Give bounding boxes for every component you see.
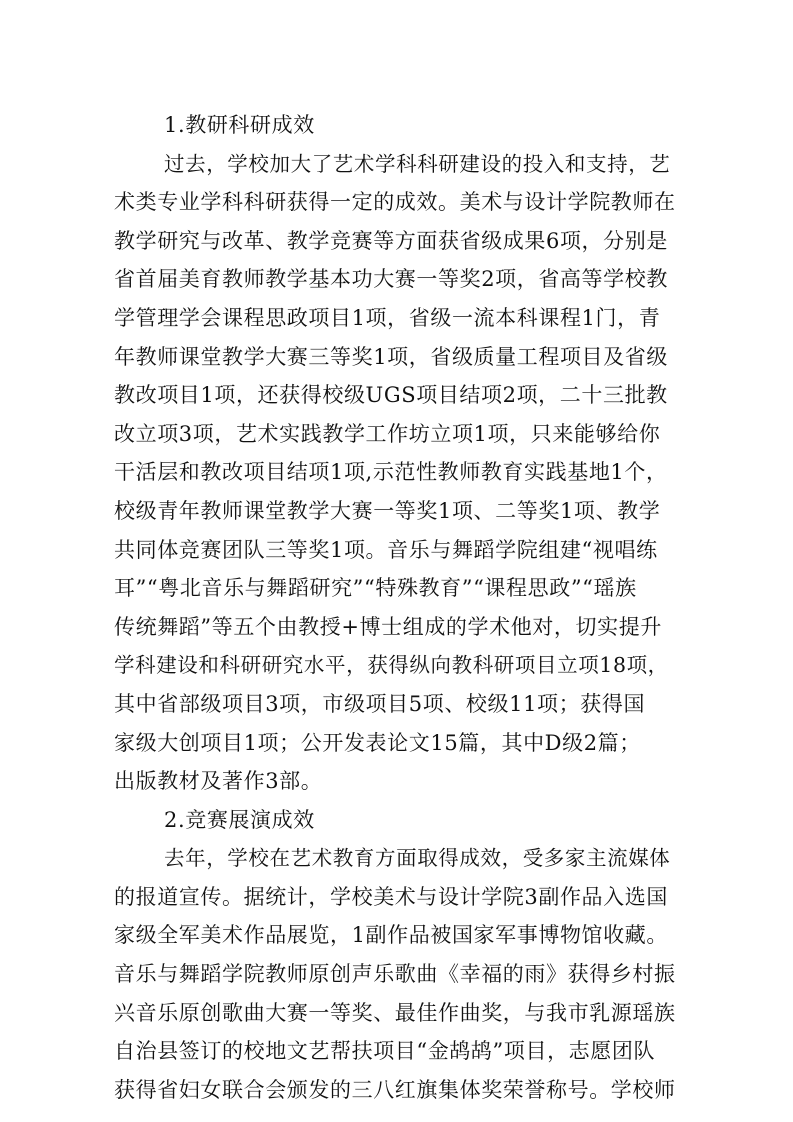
paragraph-line: 共同体竞赛团队三等奖1项。音乐与舞蹈学院组建“视唱练: [114, 537, 658, 562]
section-heading-competition: 2.竞赛展演成效: [164, 807, 315, 832]
paragraph-line: 出版教材及著作3部。: [114, 769, 323, 794]
paragraph-line: 家级全军美术作品展览，1副作品被国家军事博物馆收藏。: [114, 923, 668, 948]
paragraph-line: 教改项目1项，还获得校级UGS项目结项2项，二十三批教: [114, 383, 668, 408]
paragraph-line: 学管理学会课程思政项目1项，省级一流本科课程1门，青: [114, 305, 661, 330]
paragraph-line: 教学研究与改革、教学竞赛等方面获省级成果6项，分别是: [114, 228, 668, 253]
paragraph-line: 其中省部级项目3项，市级项目5项、校级11项；获得国: [114, 691, 646, 716]
paragraph-line: 自治县签订的校地文艺帮扶项目“金鸪鸪”项目，志愿团队: [114, 1039, 656, 1064]
paragraph-line: 兴音乐原创歌曲大赛一等奖、最佳作曲奖，与我市乳源瑶族: [114, 1000, 676, 1025]
paragraph-line: 改立项3项，艺术实践教学工作坊立项1项，只来能够给你: [114, 421, 661, 446]
section-heading-research: 1.教研科研成效: [164, 113, 315, 137]
paragraph-line: 的报道宣传。据统计，学校美术与设计学院3副作品入选国: [114, 884, 668, 909]
paragraph-line: 音乐与舞蹈学院教师原创声乐歌曲《幸福的雨》获得乡村振: [114, 962, 676, 987]
paragraph-line: 年教师课堂教学大赛三等奖1项，省级质量工程项目及省级: [114, 344, 668, 369]
paragraph-line: 去年，学校在艺术教育方面取得成效，受多家主流媒体: [164, 846, 671, 871]
paragraph-line: 术类专业学科科研获得一定的成效。美术与设计学院教师在: [114, 190, 676, 215]
paragraph-line: 过去，学校加大了艺术学科科研建设的投入和支持，艺: [164, 151, 671, 176]
paragraph-line: 学科建设和科研研究水平，获得纵向教科研项目立项18项，: [114, 653, 669, 678]
paragraph-line: 干活层和教改项目结项1项,示范性教师教育实践基地1个，: [114, 460, 668, 485]
paragraph-line: 家级大创项目1项；公开发表论文15篇，其中D级2篇；: [114, 730, 641, 755]
paragraph-line: 传统舞蹈”等五个由教授+博士组成的学术他对，切实提升: [114, 614, 662, 639]
paragraph-line: 耳”“粤北音乐与舞蹈研究”“特殊教育”“课程思政”“瑶族: [114, 576, 637, 601]
paragraph-line: 获得省妇女联合会颁发的三八红旗集体奖荣誉称号。学校师: [114, 1077, 676, 1102]
paragraph-line: 省首届美育教师教学基本功大赛一等奖2项，省高等学校教: [114, 267, 668, 292]
paragraph-line: 校级青年教师课堂教学大赛一等奖1项、二等奖1项、教学: [114, 498, 661, 523]
